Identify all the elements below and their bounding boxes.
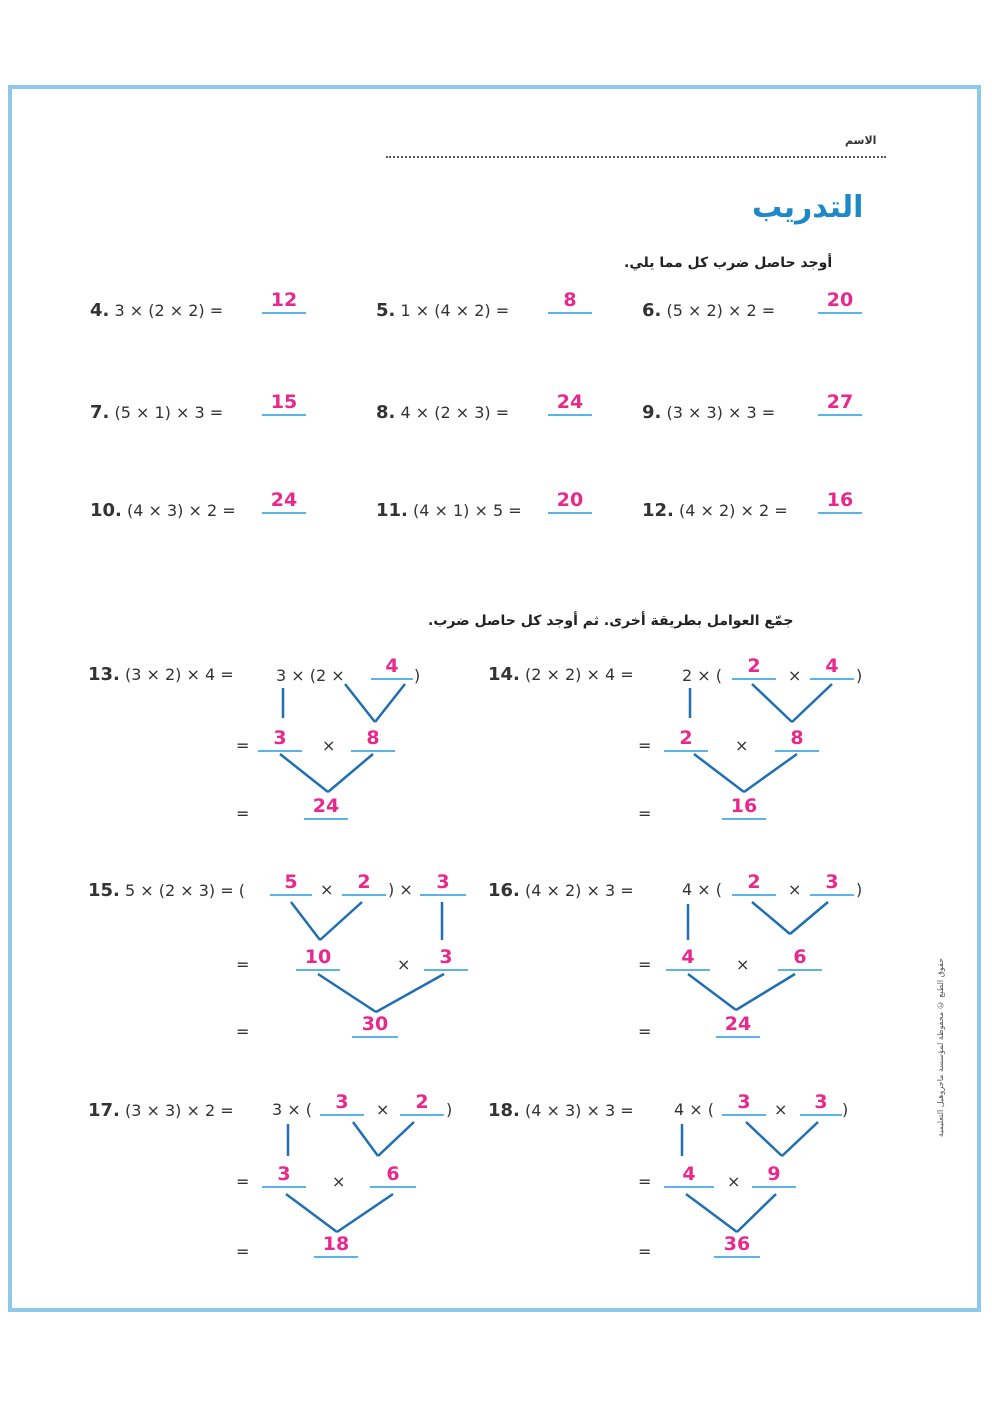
times-18-top: × [774,1100,788,1119]
instruction-1: أوجد حاصل ضرب كل مما يلي. [624,255,833,271]
times-14-top: × [788,666,802,685]
equals-13-2: = [236,804,250,823]
answer-blank-13-c[interactable]: 8 [351,728,395,752]
answer-blank-15-f[interactable]: 30 [352,1014,398,1038]
answer-blank-6[interactable]: 20 [818,290,862,314]
equals-18-2: = [638,1242,652,1261]
problem-expression: (4 × 2) × 3 = [524,881,634,900]
answer-blank-7[interactable]: 15 [262,392,306,416]
answer-blank-17-a[interactable]: 3 [320,1092,364,1116]
answer-blank-13-a[interactable]: 4 [371,656,413,680]
answer-blank-11[interactable]: 20 [548,490,592,514]
answer-blank-14-b[interactable]: 4 [810,656,854,680]
problem-expression: (4 × 3) × 3 = [524,1101,634,1120]
equals-16-1: = [638,955,652,974]
regroup-lead-14: 2 × ( [682,666,722,685]
answer-blank-14-c[interactable]: 2 [664,728,708,752]
answer-blank-8[interactable]: 24 [548,392,592,416]
answer-blank-16-b[interactable]: 3 [810,872,854,896]
answer-blank-16-d[interactable]: 6 [778,947,822,971]
equals-14-1: = [638,736,652,755]
regroup-close-17: ) [446,1100,453,1119]
problem-expression: (3 × 2) × 4 = [124,665,234,684]
answer-blank-18-d[interactable]: 9 [752,1164,796,1188]
answer-blank-17-b[interactable]: 2 [400,1092,444,1116]
times-16: × [736,955,750,974]
problem-12 [642,500,788,521]
problem-number: 15. [88,880,120,901]
answer-blank-14-d[interactable]: 8 [775,728,819,752]
times-18: × [727,1172,741,1191]
answer-blank-16-c[interactable]: 4 [666,947,710,971]
problem-number: 12. [642,500,674,521]
problem-16 [488,880,634,901]
equals-17-2: = [236,1242,250,1261]
times-14: × [735,736,749,755]
answer-blank-15-a[interactable]: 5 [270,872,312,896]
times-16-top: × [788,880,802,899]
problem-15 [88,880,245,901]
problem-10 [90,500,236,521]
problem-expression: (4 × 2) × 2 = [678,501,788,520]
equals-17-1: = [236,1172,250,1191]
problem-7 [90,402,223,423]
problem-expression: (4 × 3) × 2 = [126,501,236,520]
problem-expression: 3 × (2 × 2) = [114,301,224,320]
regroup-close-14: ) [856,666,863,685]
answer-blank-16-a[interactable]: 2 [732,872,776,896]
name-line[interactable] [386,156,886,158]
equals-15-2: = [236,1022,250,1041]
problem-expression: 5 × (2 × 3) = ( [124,881,245,900]
answer-blank-15-d[interactable]: 10 [296,947,340,971]
problem-number: 14. [488,664,520,685]
problem-expression: (3 × 3) × 3 = [666,403,776,422]
regroup-close-18: ) [842,1100,849,1119]
times-17-top: × [376,1100,390,1119]
answer-blank-14-e[interactable]: 16 [722,796,766,820]
answer-blank-9[interactable]: 27 [818,392,862,416]
answer-blank-12[interactable]: 16 [818,490,862,514]
problem-number: 16. [488,880,520,901]
problem-number: 17. [88,1100,120,1121]
problem-number: 7. [90,402,110,423]
answer-blank-10[interactable]: 24 [262,490,306,514]
problem-5 [376,300,509,321]
problem-expression: (4 × 1) × 5 = [412,501,522,520]
equals-13-1: = [236,736,250,755]
regroup-close-13: ) [414,666,421,685]
answer-blank-13-b[interactable]: 3 [258,728,302,752]
problem-expression: (2 × 2) × 4 = [524,665,634,684]
problem-expression: (3 × 3) × 2 = [124,1101,234,1120]
problem-17 [88,1100,234,1121]
answer-blank-18-b[interactable]: 3 [800,1092,842,1116]
problem-13 [88,664,234,685]
problem-number: 9. [642,402,662,423]
answer-blank-14-a[interactable]: 2 [732,656,776,680]
problem-number: 10. [90,500,122,521]
problem-number: 13. [88,664,120,685]
answer-blank-4[interactable]: 12 [262,290,306,314]
copyright-note: حقوق الطبع © محفوظة لمؤسسة ماجروهيل التعليمية [936,958,945,1138]
problem-number: 6. [642,300,662,321]
problem-number: 4. [90,300,110,321]
regroup-lead-18: 4 × ( [674,1100,714,1119]
problem-number: 18. [488,1100,520,1121]
answer-blank-18-a[interactable]: 3 [722,1092,766,1116]
regroup-tail-15: ) × [388,880,413,899]
answer-blank-15-b[interactable]: 2 [342,872,386,896]
problem-number: 5. [376,300,396,321]
times-15-top: × [320,880,334,899]
problem-8 [376,402,509,423]
instruction-2: جمّع العوامل بطريقة أخرى. ثم أوجد كل حاصل ضرب. [428,613,794,629]
problem-expression: 1 × (4 × 2) = [400,301,510,320]
answer-blank-16-e[interactable]: 24 [716,1014,760,1038]
problem-6 [642,300,775,321]
answer-blank-18-c[interactable]: 4 [664,1164,714,1188]
problem-expression: (5 × 1) × 3 = [114,403,224,422]
equals-14-2: = [638,804,652,823]
times-17: × [332,1172,346,1191]
answer-blank-13-d[interactable]: 24 [304,796,348,820]
regroup-lead-17: 3 × ( [272,1100,312,1119]
answer-blank-15-e[interactable]: 3 [424,947,468,971]
problem-expression: 4 × (2 × 3) = [400,403,510,422]
answer-blank-15-c[interactable]: 3 [420,872,466,896]
equals-18-1: = [638,1172,652,1191]
name-label: الاسم [845,134,877,147]
regroup-lead-13: 3 × (2 × [276,666,345,685]
problem-9 [642,402,775,423]
times-13: × [322,736,336,755]
regroup-lead-16: 4 × ( [682,880,722,899]
answer-blank-18-e[interactable]: 36 [714,1234,760,1258]
equals-16-2: = [638,1022,652,1041]
answer-blank-17-d[interactable]: 6 [370,1164,416,1188]
problem-18 [488,1100,634,1121]
problem-number: 11. [376,500,408,521]
problem-number: 8. [376,402,396,423]
problem-4 [90,300,223,321]
regroup-close-16: ) [856,880,863,899]
problem-11 [376,500,522,521]
problem-14 [488,664,634,685]
answer-blank-5[interactable]: 8 [548,290,592,314]
page-title: التدريب [752,190,864,225]
problem-expression: (5 × 2) × 2 = [666,301,776,320]
page-frame [8,85,981,1312]
answer-blank-17-e[interactable]: 18 [314,1234,358,1258]
answer-blank-17-c[interactable]: 3 [262,1164,306,1188]
equals-15-1: = [236,955,250,974]
times-15: × [397,955,411,974]
